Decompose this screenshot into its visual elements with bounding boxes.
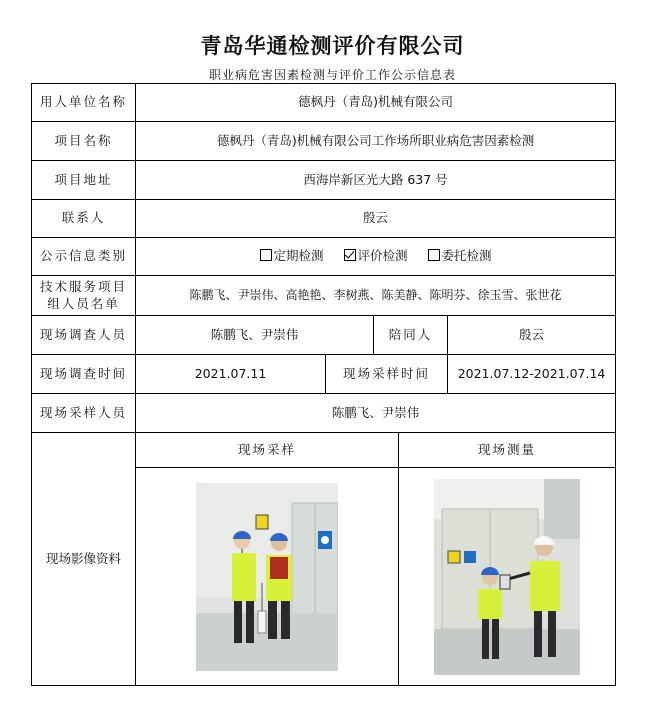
row-staff: [32, 276, 616, 316]
category-label: 公示信息类别: [32, 238, 136, 276]
checkbox-evaluation[interactable]: [344, 249, 356, 261]
row-project-name: [32, 122, 616, 161]
sampling-staff-label: 现场采样人员: [32, 394, 136, 433]
photo-measuring-label: 现场测量: [399, 433, 616, 468]
category-option-periodic[interactable]: 定期检测: [260, 247, 324, 265]
survey-time-label: 现场调查时间: [32, 355, 136, 394]
employer-label: 用人单位名称: [32, 84, 136, 122]
employer-value: 德枫丹（青岛)机械有限公司: [136, 84, 616, 122]
photo-sampling-label: 现场采样: [136, 433, 399, 468]
row-survey-staff: [32, 316, 616, 355]
row-category: [32, 238, 616, 276]
disclosure-table: [31, 83, 616, 686]
category-option-evaluation[interactable]: 评价检测: [344, 247, 408, 265]
form-subtitle: 职业病危害因素检测与评价工作公示信息表: [208, 68, 456, 82]
checkbox-periodic[interactable]: [260, 249, 272, 261]
row-contact: [32, 200, 616, 238]
photo-sampling-cell: [136, 468, 399, 686]
sampling-photo: [196, 483, 338, 671]
measuring-photo: [434, 479, 580, 675]
sampling-staff-value: 陈鹏飞、尹崇伟: [136, 394, 616, 433]
sampling-time-label: 现场采样时间: [326, 355, 448, 394]
accompany-label: 陪同人: [374, 316, 448, 355]
project-name-value: 德枫丹（青岛)机械有限公司工作场所职业病危害因素检测: [136, 122, 616, 161]
images-label: 现场影像资料: [32, 433, 136, 686]
company-title: 青岛华通检测评价有限公司: [200, 34, 465, 58]
sampling-time-value: 2021.07.12-2021.07.14: [448, 355, 616, 394]
row-employer: [32, 84, 616, 122]
category-option-commissioned[interactable]: 委托检测: [428, 247, 492, 265]
checkbox-commissioned[interactable]: [428, 249, 440, 261]
contact-value: 殷云: [136, 200, 616, 238]
row-photo-labels: [32, 433, 616, 468]
address-label: 项目地址: [32, 161, 136, 200]
staff-value: 陈鹏飞、尹崇伟、高艳艳、李树燕、陈美静、陈明芬、徐玉雪、张世花: [136, 276, 616, 316]
category-options: [136, 238, 616, 276]
survey-time-value: 2021.07.11: [136, 355, 326, 394]
survey-staff-value: 陈鹏飞、尹崇伟: [136, 316, 374, 355]
accompany-value: 殷云: [448, 316, 616, 355]
row-sampling-staff: [32, 394, 616, 433]
row-times: [32, 355, 616, 394]
row-address: [32, 161, 616, 200]
survey-staff-label: 现场调查人员: [32, 316, 136, 355]
project-name-label: 项目名称: [32, 122, 136, 161]
address-value: 西海岸新区光大路 637 号: [136, 161, 616, 200]
staff-label: 技术服务项目组人员名单: [32, 276, 136, 316]
photo-measuring-cell: [399, 468, 616, 686]
contact-label: 联系人: [32, 200, 136, 238]
